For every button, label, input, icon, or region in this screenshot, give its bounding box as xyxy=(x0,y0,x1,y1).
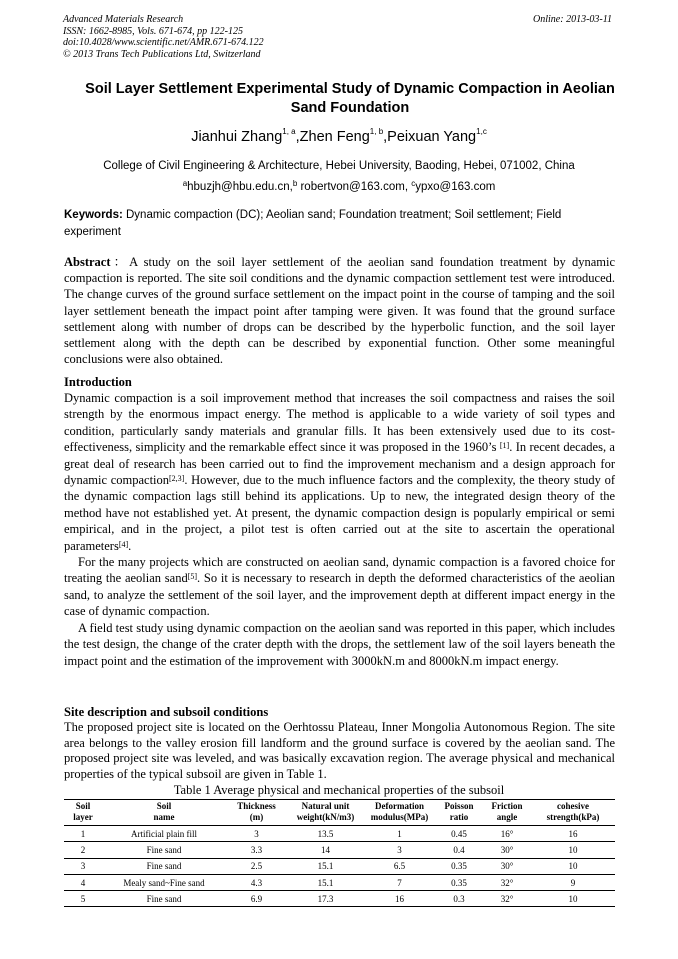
table-cell: 15.1 xyxy=(317,877,334,888)
table-cell: 14 xyxy=(321,844,330,855)
keywords-text: Dynamic compaction (DC); Aeolian sand; Foundation treatment; Soil settlement; Field experiment xyxy=(64,209,562,238)
paragraph-text: . So it is necessary to research in depth the deformed characteristics of the aeolian sand, to analyze the settlement of the soil layer, and the improvement depth at different impact energy in the case of dynamic compaction. xyxy=(64,571,615,619)
email-mark: a xyxy=(182,179,188,188)
table-cell: 3 xyxy=(254,828,259,839)
author-name: Peixuan Yang xyxy=(387,129,477,145)
table-cell: 1 xyxy=(80,828,86,839)
email-list: $^a$hbuzjh@hbu.edu.cn,$^b$ robertvon@163.com, $^c$ypxo@163.com xyxy=(182,179,496,193)
table-cell: 7 xyxy=(397,877,402,888)
table-cell: 9 xyxy=(570,877,576,888)
citation[interactable]: [5] xyxy=(187,572,198,582)
email-address[interactable]: hbuzjh@hbu.edu.cn xyxy=(187,181,290,193)
table-cell: 16 xyxy=(395,893,404,904)
site-heading: Site description and subsoil conditions xyxy=(64,705,269,719)
paragraph-text: . xyxy=(128,538,132,553)
email-address[interactable]: ypxo@163.com xyxy=(415,181,496,193)
table-row xyxy=(64,858,615,874)
table-row xyxy=(64,826,615,842)
table-cell: 13.5 xyxy=(317,828,334,839)
email-mark: c xyxy=(411,179,416,188)
column-header: Deformation modulus(MPa) xyxy=(370,801,429,822)
table-cell: 2 xyxy=(80,844,86,855)
journal-header xyxy=(63,14,264,60)
table-cell: Fine sand xyxy=(146,844,182,855)
column-header: Soil layer xyxy=(73,801,93,822)
paragraph: The proposed project site is located on the Oerhtossu Plateau, Inner Mongolia Autonomous Region. The site area belongs to the valley erosion fill landform and the ground surface is covered by the aeolian sand. The proposed project site was leveled, and was basically excavation region. The average physical and mechanical properties of the typical subsoil are given in Table 1. xyxy=(64,720,615,781)
table-cell: 10 xyxy=(568,893,578,904)
paper-title: Soil Layer Settlement Experimental Study of Dynamic Compaction in Aeolian Sand Foundation xyxy=(85,81,615,116)
table-cell: 30° xyxy=(500,861,514,872)
table-cell: Fine sand xyxy=(146,893,182,904)
table-cell: 0.35 xyxy=(451,877,467,888)
paragraph-text: . However, due to the much influence factors and the complexity, the theory study of the dynamic compaction lags still behind its applications. Up to new, the integrated design theory of the method have not established yet. At present, the dynamic compaction design is popularly empirical or semi empirical, and in the project, a pilot test is often carried out at the site to ascertain the operational parameters xyxy=(64,473,615,553)
table-caption: Table 1 Average physical and mechanical properties of the subsoil xyxy=(173,783,505,797)
abstract-separator: ： xyxy=(110,255,130,269)
table-cell: 3 xyxy=(397,844,402,855)
introduction-heading: Introduction xyxy=(64,375,132,389)
table-cell: 2.5 xyxy=(250,861,263,872)
table-cell: 6.5 xyxy=(393,861,406,872)
paragraph xyxy=(64,390,615,554)
author-affil-mark: 1, b xyxy=(369,127,384,136)
doi-line: doi:10.4028/www.scientific.net/AMR.671-674.122 xyxy=(63,37,264,48)
author-name: Jianhui Zhang xyxy=(191,129,283,145)
table-row xyxy=(64,842,615,858)
author-name: Zhen Feng xyxy=(299,129,370,145)
online-date: Online: 2013-03-11 xyxy=(533,14,612,25)
affiliation: College of Civil Engineering & Architecture, Hebei University, Baoding, Hebei, 071002, China xyxy=(103,160,575,172)
paragraph-text: Dynamic compaction is a soil improvement method that increases the soil compactness and raises the soil strength by the enormous impact energy. The method is applicable to a wide variety of soil types and condition, particularly sandy materials and granular fills. It has been extensively used due to its cost-effectiveness, simplicity and the remarkable effect since it was proposed in the 1960’s xyxy=(64,391,615,455)
paragraph-text: . In recent decades, a great deal of research has been carried out to find the improvement mechanism and a design approach for dynamic compaction xyxy=(64,440,615,488)
table-cell: Fine sand xyxy=(146,861,182,872)
table-cell: 10 xyxy=(568,844,578,855)
abstract-text: A study on the soil layer settlement of the aeolian sand foundation treatment by dynamic compaction is reported. The site soil conditions and the dynamic compaction settlement test were introduced. The change curves of the ground surface settlement on the impact point in the course of tamping and the soil layer settlement beneath the impact point after tamping were given. It was found that the ground surface settlement along with number of drops can be described by the hyperbolic function, and the soil layer settlement along with the depth can be described by exponential function. Other some meaningful conclusions were also obtained. xyxy=(64,255,615,367)
table-cell: 0.35 xyxy=(451,861,467,872)
column-header: Soil name xyxy=(153,801,175,822)
table-cell: 0.3 xyxy=(453,893,465,904)
table-cell: 16 xyxy=(568,828,578,839)
column-header: Poisson ratio xyxy=(444,801,474,822)
table-cell: 4 xyxy=(80,877,86,888)
author-affil-mark: 1, a xyxy=(282,127,296,136)
table-cell: 32° xyxy=(500,893,514,904)
paragraph-text: For the many projects which are constructed on aeolian sand, dynamic compaction is a favored choice for treating the aeolian sand xyxy=(64,555,615,586)
citation[interactable]: [2,3] xyxy=(169,474,185,484)
table-row xyxy=(64,874,615,890)
site-body xyxy=(64,720,615,782)
issn-line: ISSN: 1662-8985, Vols. 671-674, pp 122-125 xyxy=(63,25,243,37)
author-list: Jianhui Zhang$^{1, a}$,Zhen Feng$^{1, b}$,Peixuan Yang$^{1,c}$ xyxy=(191,127,487,145)
table-cell: 17.3 xyxy=(317,893,334,904)
table-cell: 5 xyxy=(80,893,86,904)
keywords-label: Keywords: xyxy=(64,209,123,221)
table-cell: 4.3 xyxy=(250,877,263,888)
table-cell: 3 xyxy=(80,861,86,872)
abstract-label: Abstract xyxy=(64,255,111,269)
table-cell: 3.3 xyxy=(250,844,263,855)
table-cell: 1 xyxy=(397,828,402,839)
citation[interactable]: [1] xyxy=(499,441,510,451)
email-address[interactable]: robertvon@163.com xyxy=(297,181,405,193)
keywords xyxy=(64,207,615,241)
table-row xyxy=(64,891,615,907)
table-cell: 10 xyxy=(568,861,578,872)
copyright-line: © 2013 Trans Tech Publications Ltd, Switzerland xyxy=(63,48,261,60)
paragraph: A field test study using dynamic compaction on the aeolian sand was reported in this paper, which includes the test design, the change of the crater depth with the drops, the settlement law of the soil layers beneath the impact point and the estimation of the improvement with 3000kN.m and 8000kN.m impact energy. xyxy=(64,620,615,668)
table-cell: 0.4 xyxy=(453,844,465,855)
table-cell: 6.9 xyxy=(250,893,263,904)
abstract xyxy=(64,254,615,367)
email-mark: b xyxy=(292,179,298,188)
column-header: Friction angle xyxy=(491,801,523,822)
table-cell: 15.1 xyxy=(317,861,334,872)
column-header: Natural unit weight(kN/m3) xyxy=(296,801,355,822)
table-cell: Artificial plain fill xyxy=(131,828,197,839)
table-header-row xyxy=(64,800,615,826)
table-cell: 0.45 xyxy=(451,828,467,839)
table-cell: 32° xyxy=(500,877,514,888)
column-header: Thickness (m) xyxy=(237,801,276,822)
citation[interactable]: [4] xyxy=(118,539,129,549)
table-cell: 30° xyxy=(500,844,514,855)
author-affil-mark: 1,c xyxy=(476,127,487,136)
table-cell: 16° xyxy=(500,828,514,839)
table-cell: Mealy sand~Fine sand xyxy=(123,877,205,888)
properties-table xyxy=(64,799,615,907)
column-header: cohesive strength(kPa) xyxy=(546,801,600,822)
paragraph xyxy=(64,554,615,620)
journal-name: Advanced Materials Research xyxy=(63,14,184,25)
introduction-body xyxy=(64,390,615,669)
